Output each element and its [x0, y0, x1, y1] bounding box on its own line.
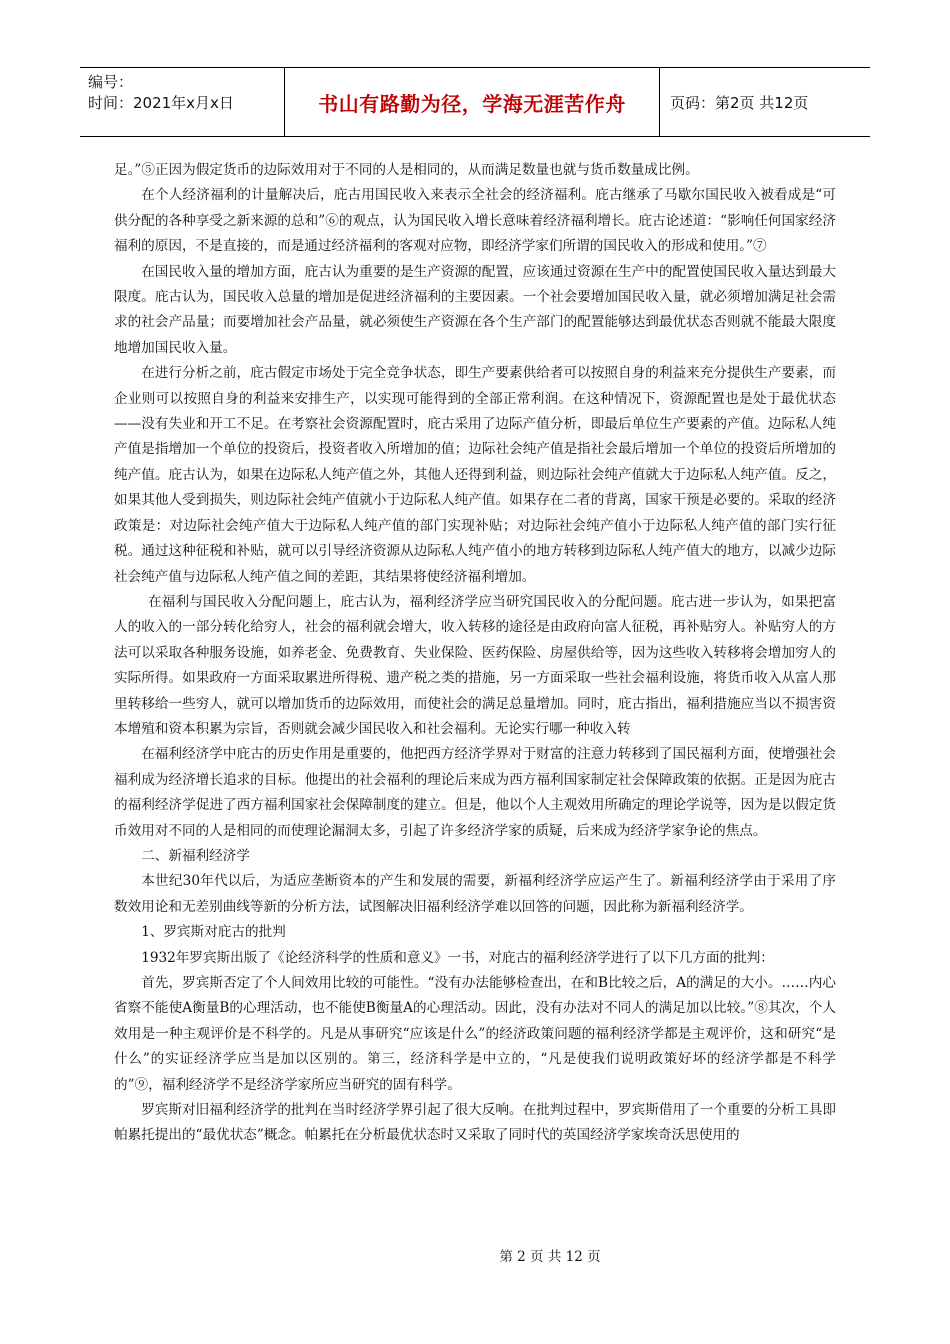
section-heading: 二、新福利经济学: [141, 847, 250, 864]
page-header: [80, 67, 870, 137]
page-footer: 第 2 页 共 12 页: [499, 1249, 601, 1265]
paragraph: 足。”⑤正因为假定货币的边际效用对于不同的人是相同的，从而满足数量也就与货币数量成比例。: [114, 162, 699, 178]
paragraph: 首先，罗宾斯否定了个人间效用比较的可能性。“没有办法能够检查出，在和B比较之后，A的满足的大小。……内心省察不能使A衡量B的心理活动，也不能使B衡量A的心理活动。因此，没有办法对不同人的满足加以比较。”⑧其次，个人效用是一种主观评价是不科学的。凡是从事研究“应该是什么”的经济政策问题的福利经济学都是主观评价，这和研究“是什么”的实证经济学应当是加以区别的。第三，经济科学是中立的，“凡是使我们说明政策好坏的经济学都是不科学的”⑨，福利经济学不是经济学家所应当研究的固有科学。: [114, 975, 836, 1093]
document-number-label: 编号：: [88, 73, 134, 91]
header-page-info: 页码：第2页 共12页: [670, 93, 809, 112]
paragraph: 在福利经济学中庇古的历史作用是重要的，他把西方经济学界对于财富的注意力转移到了国民福利方面，使增强社会福利成为经济增长追求的目标。他提出的社会福利的理论后来成为西方福利国家制定社会保障政策的依据。正是因为庇古的福利经济学促进了西方福利国家社会保障制度的建立。但是，他以个人主观效用所确定的理论学说等，因为是以假定货币效用对不同的人是相同的而使理论漏洞太多，引起了许多经济学家的质疑，后来成为经济学家争论的焦点。: [114, 746, 836, 839]
header-meta: [80, 68, 285, 136]
paragraph: 1932年罗宾斯出版了《论经济科学的性质和意义》一书，对庇古的福利经济学进行了以下几方面的批判：: [141, 949, 774, 966]
paragraph: 罗宾斯对旧福利经济学的批判在当时经济学界引起了很大反响。在批判过程中，罗宾斯借用了一个重要的分析工具即帕累托提出的“最优状态”概念。帕累托在分析最优状态时又采取了同时代的英国经济学家埃奇沃思使用的: [114, 1102, 836, 1144]
document-body: [114, 158, 836, 1149]
paragraph: 本世纪30年代以后，为适应垄断资本的产生和发展的需要，新福利经济学应运产生了。新福利经济学由于采用了序数效用论和无差别曲线等新的分析方法，试图解决旧福利经济学难以回答的问题，因此称为新福利经济学。: [114, 873, 836, 915]
header-motto: 书山有路勤为径，学海无涯苦作舟: [285, 68, 660, 136]
subsection-heading: 1、罗宾斯对庇古的批判: [141, 924, 286, 941]
document-time-label: 时间：2021年x月x日: [88, 94, 234, 112]
paragraph: 在福利与国民收入分配问题上，庇古认为，福利经济学应当研究国民收入的分配问题。庇古进一步认为，如果把富人的收入的一部分转化给穷人，社会的福利就会增大，收入转移的途径是由政府向富人征税，再补贴穷人。补贴穷人的方法可以采取各种服务设施，如养老金、免费教育、失业保险、医药保险、房屋供给等，因为这些收入转移将会增加穷人的实际所得。如果政府一方面采取累进所得税、遗产税之类的措施，另一方面采取一些社会福利设施，将货币收入从富人那里转移给一些穷人，就可以增加货币的边际效用，而使社会的满足总量增加。同时，庇古指出，福利措施应当以不损害资本增殖和资本积累为宗旨，否则就会减少国民收入和社会福利。无论实行哪一种收入转: [114, 593, 836, 737]
paragraph: 在个人经济福利的计量解决后，庇古用国民收入来表示全社会的经济福利。庇古继承了马歇尔国民收入被看成是“可供分配的各种享受之新来源的总和”⑥的观点，认为国民收入增长意味着经济福利增长。庇古论述道：“影响任何国家经济福利的原因，不是直接的，而是通过经济福利的客观对应物，即经济学家们所谓的国民收入的形成和使用。”⑦: [114, 187, 836, 255]
paragraph: 在进行分析之前，庇古假定市场处于完全竞争状态，即生产要素供给者可以按照自身的利益来充分提供生产要素，而企业则可以按照自身的利益来安排生产，以实现可能得到的全部正常利润。在这种情况下，资源配置也是处于最优状态——没有失业和开工不足。在考察社会资源配置时，庇古采用了边际产值分析，即最后单位生产要素的产值。边际私人纯产值是指增加一个单位的投资后，投资者收入所增加的值；边际社会纯产值是指社会最后增加一个单位的投资后所增加的纯产值。庇古认为，如果在边际私人纯产值之外，其他人还得到利益，则边际社会纯产值就大于边际私人纯产值。反之，如果其他人受到损失，则边际社会纯产值就小于边际私人纯产值。如果存在二者的背离，国家干预是必要的。采取的经济政策是：对边际社会纯产值大于边际私人纯产值的部门实现补贴；对边际社会纯产值小于边际私人纯产值的部门实行征税。通过这种征税和补贴，就可以引导经济资源从边际私人纯产值小的地方转移到边际私人纯产值大的地方，以减少边际社会纯产值与边际私人纯产值之间的差距，其结果将使经济福利增加。: [114, 365, 836, 585]
paragraph: 在国民收入量的增加方面，庇古认为重要的是生产资源的配置，应该通过资源在生产中的配置使国民收入量达到最大限度。庇古认为，国民收入总量的增加是促进经济福利的主要因素。一个社会要增加国民收入量，就必须增加满足社会需求的社会产品量；而要增加社会产品量，就必须使生产资源在各个生产部门的配置能够达到最优状态否则就不能最大限度地增加国民收入量。: [114, 263, 836, 356]
